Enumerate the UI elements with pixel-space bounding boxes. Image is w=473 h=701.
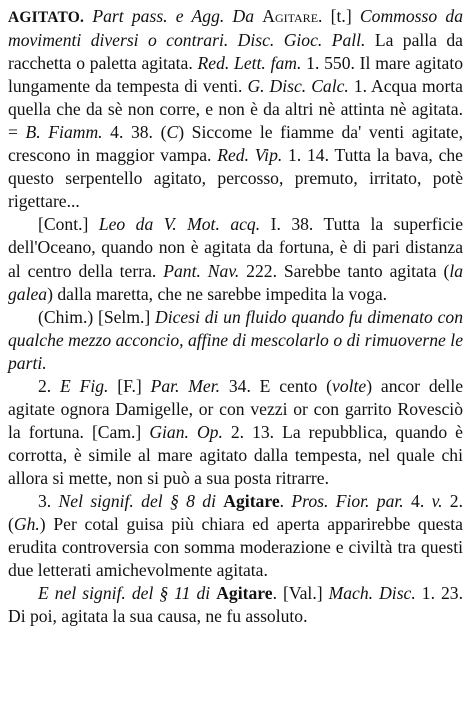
source-citation: Red. Lett. fam. xyxy=(197,53,302,74)
source-citation: Mach. Disc. xyxy=(328,583,416,604)
quotation: 1. Acqua morta quella che da sè non corre, e non è da altri nè attinta nè agitata. = xyxy=(8,76,463,143)
citation-mark: Gh. xyxy=(13,514,40,535)
definition: Commosso da movimenti diversi o contrari. Disc. Gioc. Pall. xyxy=(8,6,463,51)
sense-label: Nel signif. del § 8 di xyxy=(58,490,224,511)
sense-number: 3. xyxy=(38,490,59,511)
quotation: 2. 13. La repubblica, quando è corrotta, è simile al mare agitato dalla tempesta, nel quale chi allora si mette, non si può a sua posta ritrarre. xyxy=(8,421,463,488)
entry-paragraph-cont xyxy=(8,213,463,305)
gloss: volte xyxy=(332,375,367,396)
source-citation: G. Disc. Calc. xyxy=(247,76,349,97)
source-citation: Red. Vip. xyxy=(217,145,283,166)
sense-label: E Fig. xyxy=(60,375,109,396)
quotation: ) Per cotal guisa più chiara ed aperta apparirebbe questa erudita controversia con somma moderazione e civiltà tra questi due letterati amichevolmente agitata. xyxy=(8,514,463,581)
citation-ref: 2. ( xyxy=(8,490,464,535)
cross-reference: Agitare xyxy=(262,6,319,26)
source-citation: Pant. Nav. xyxy=(163,260,240,281)
source-citation: B. Fiamm. xyxy=(25,122,103,143)
source-citation: Par. Mer. xyxy=(150,375,221,396)
entry-paragraph-sense-2 xyxy=(8,375,463,490)
quotation: 1. 23. Di poi, agitata la sua causa, ne fu assoluto. xyxy=(8,583,463,627)
sense-number: 2. xyxy=(38,375,61,396)
citation-ref: 4. 38. ( xyxy=(102,122,167,143)
quotation: I. 38. Tutta la superficie dell'Oceano, quando non è agitata da fortuna, è di pari distanza al centro della terra. xyxy=(8,214,464,281)
quotation: 1. 14. Tutta la bava, che questo serpentello agitato, percosso, premuto, irritato, potè rigettare... xyxy=(8,145,463,212)
cross-reference: Agitare xyxy=(216,583,273,604)
gloss: la galea xyxy=(8,260,463,304)
source-citation: Pros. Fior. par. xyxy=(291,490,404,511)
definition: Dicesi di un fluido quando fu dimenato con qualche mezzo acconcio, affine di mescolarlo o di rimuoverne le parti. xyxy=(8,306,463,373)
quotation: ) ancor delle agitate ognora Damigelle, or con vezzi or con garrito Rovesciò la fortuna. [Cam.] xyxy=(8,375,464,442)
quotation: ) Siccome le fiamme da' venti agitate, crescono in maggior vampa. xyxy=(8,122,463,166)
entry-paragraph-sense-11 xyxy=(8,582,463,628)
citation-ref: 4. xyxy=(403,490,432,511)
entry-paragraph-chim xyxy=(8,306,463,375)
source-citation: Gian. Op. xyxy=(149,421,223,442)
usage-tag: [F.] xyxy=(108,375,151,396)
quotation: 34. E cento ( xyxy=(220,375,333,396)
entry-paragraph-main xyxy=(8,5,463,213)
sense-label: E nel signif. del § 11 di xyxy=(38,583,217,604)
quotation: ) dalla maretta, che ne sarebbe impedita la voga. xyxy=(47,283,388,304)
quotation: 222. Sarebbe tanto agitata ( xyxy=(239,260,450,281)
citation-ref: v. xyxy=(431,490,443,511)
citation-mark: C xyxy=(166,122,179,143)
usage-tag: . [t.] xyxy=(318,6,360,26)
contributor-tag: [Cont.] xyxy=(38,214,99,235)
grammar-label: Part pass. e Agg. Da xyxy=(92,6,263,26)
quotation: 1. 550. Il mare agitato lungamente da tempesta di venti. xyxy=(8,53,464,97)
source-citation: Leo da V. Mot. acq. xyxy=(98,214,261,235)
cross-reference: Agitare xyxy=(223,490,280,511)
headword: AGITATO. xyxy=(8,9,85,26)
quotation: La palla da racchetta o paletta agitata. xyxy=(8,30,463,74)
punctuation: . xyxy=(279,490,292,511)
usage-tag: . [Val.] xyxy=(272,583,329,604)
entry-paragraph-sense-3 xyxy=(8,490,463,582)
domain-tag: (Chim.) [Selm.] xyxy=(38,306,156,327)
